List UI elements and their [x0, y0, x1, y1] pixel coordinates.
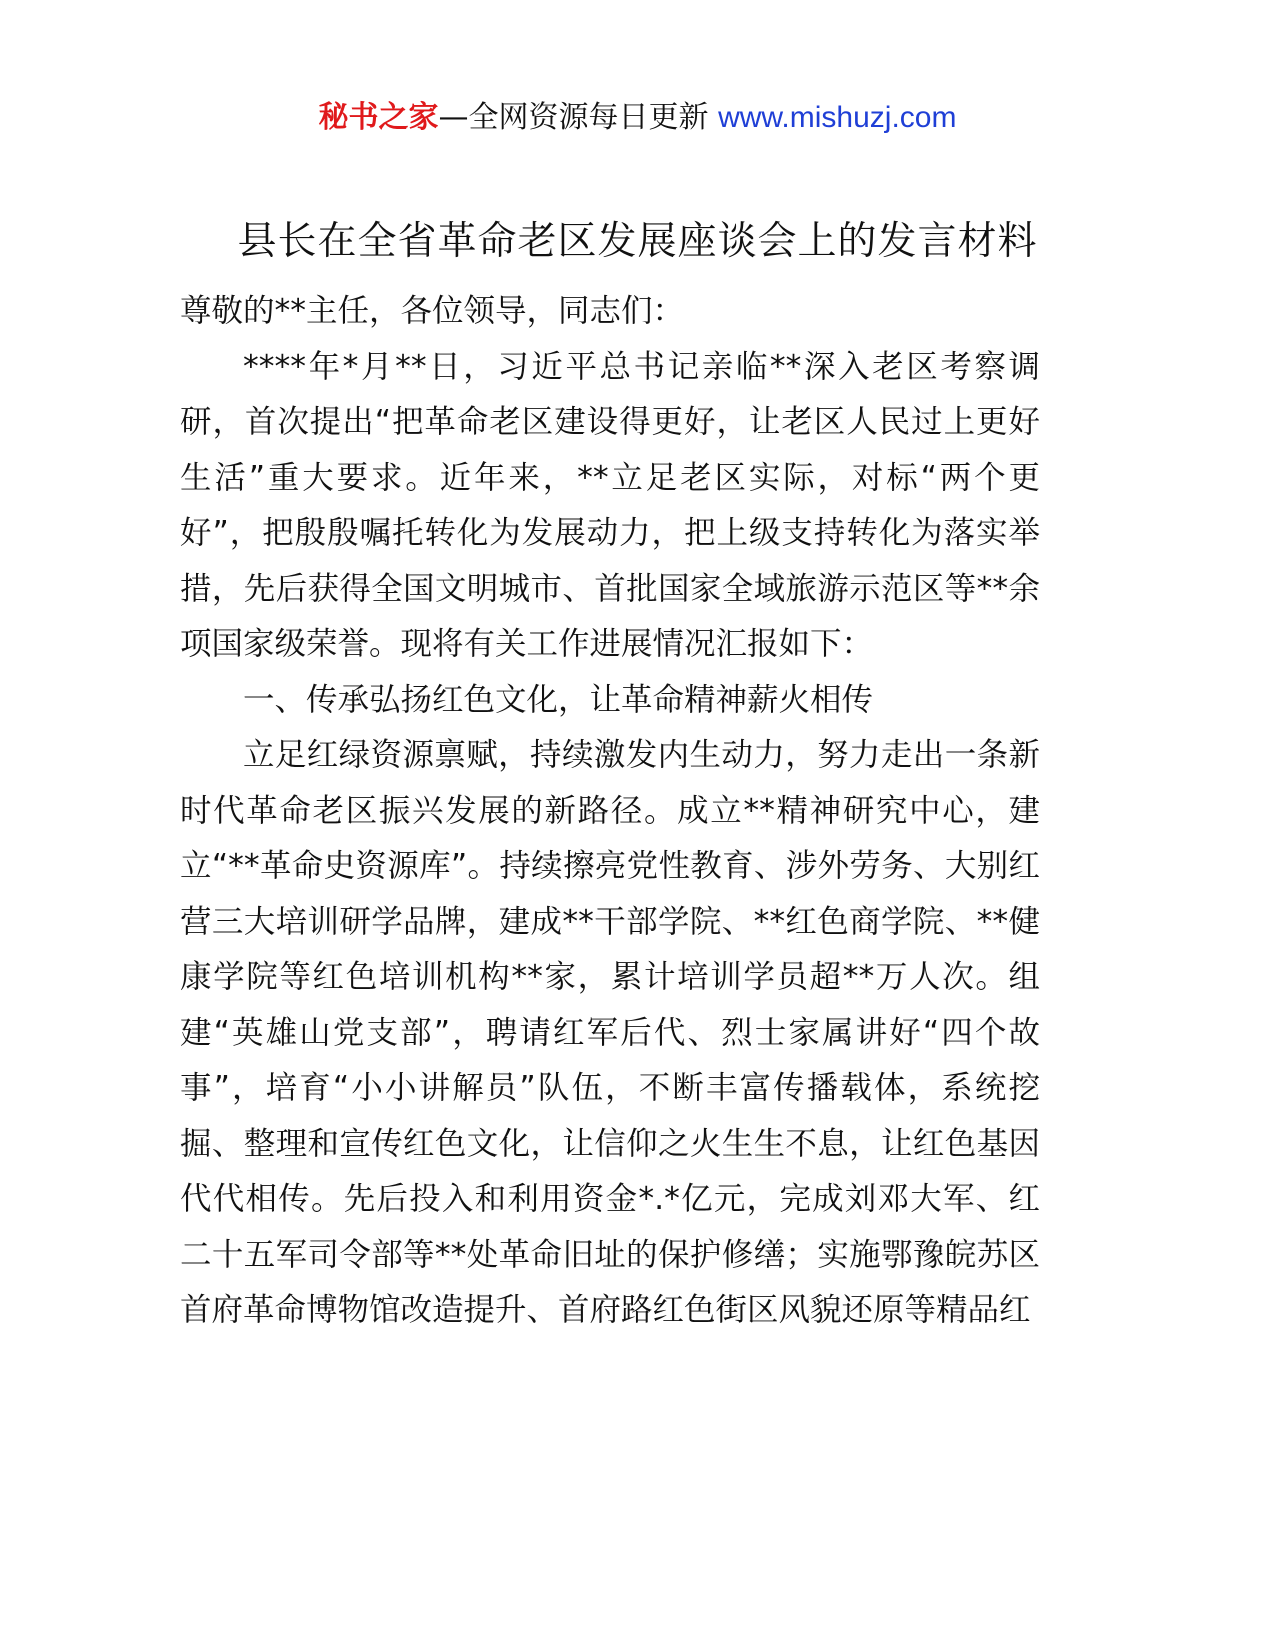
site-url-link[interactable]: www.mishuzj.com — [718, 101, 957, 134]
site-slogan: —全网资源每日更新 — [438, 100, 709, 135]
document-title: 县长在全省革命老区发展座谈会上的发言材料 — [237, 219, 1038, 264]
document-body — [180, 284, 1040, 1339]
section-heading: 一、传承弘扬红色文化，让革命精神薪火相传 — [243, 681, 874, 718]
paragraph-intro: ****年*月**日，习近平总书记亲临**深入老区考察调研，首次提出“把革命老区建设得更好，让老区人民过上更好生活”重大要求。近年来，**立足老区实际，对标“两个更好”，把殷殷嘱托转化为发展动力，把上级支持转化为落实举措，先后获得全国文明城市、首批国家全域旅游示范区等**余项国家级荣誉。现将有关工作进展情况汇报如下： — [180, 348, 1040, 662]
salutation: 尊敬的**主任，各位领导，同志们： — [180, 293, 685, 329]
site-brand: 秘书之家 — [318, 100, 439, 135]
paragraph-body: 立足红绿资源禀赋，持续激发内生动力，努力走出一条新时代革命老区振兴发展的新路径。成立**精神研究中心，建立“**革命史资源库”。持续擦亮党性教育、涉外劳务、大别红营三大培训研学品牌，建成**干部学院、**红色商学院、**健康学院等红色培训机构**家，累计培训学员超**万人次。组建“英雄山党支部”，聘请红军后代、烈士家属讲好“四个故事”，培育“小小讲解员”队伍，不断丰富传播载体，系统挖掘、整理和宣传红色文化，让信仰之火生生不息，让红色基因代代相传。先后投入和利用资金*.*亿元，完成刘邓大军、红二十五军司令部等**处革命旧址的保护修缮；实施鄂豫皖苏区首府革命博物馆改造提升、首府路红色街区风貌还原等精品红 — [180, 737, 1040, 1328]
site-header-banner — [0, 96, 1275, 140]
